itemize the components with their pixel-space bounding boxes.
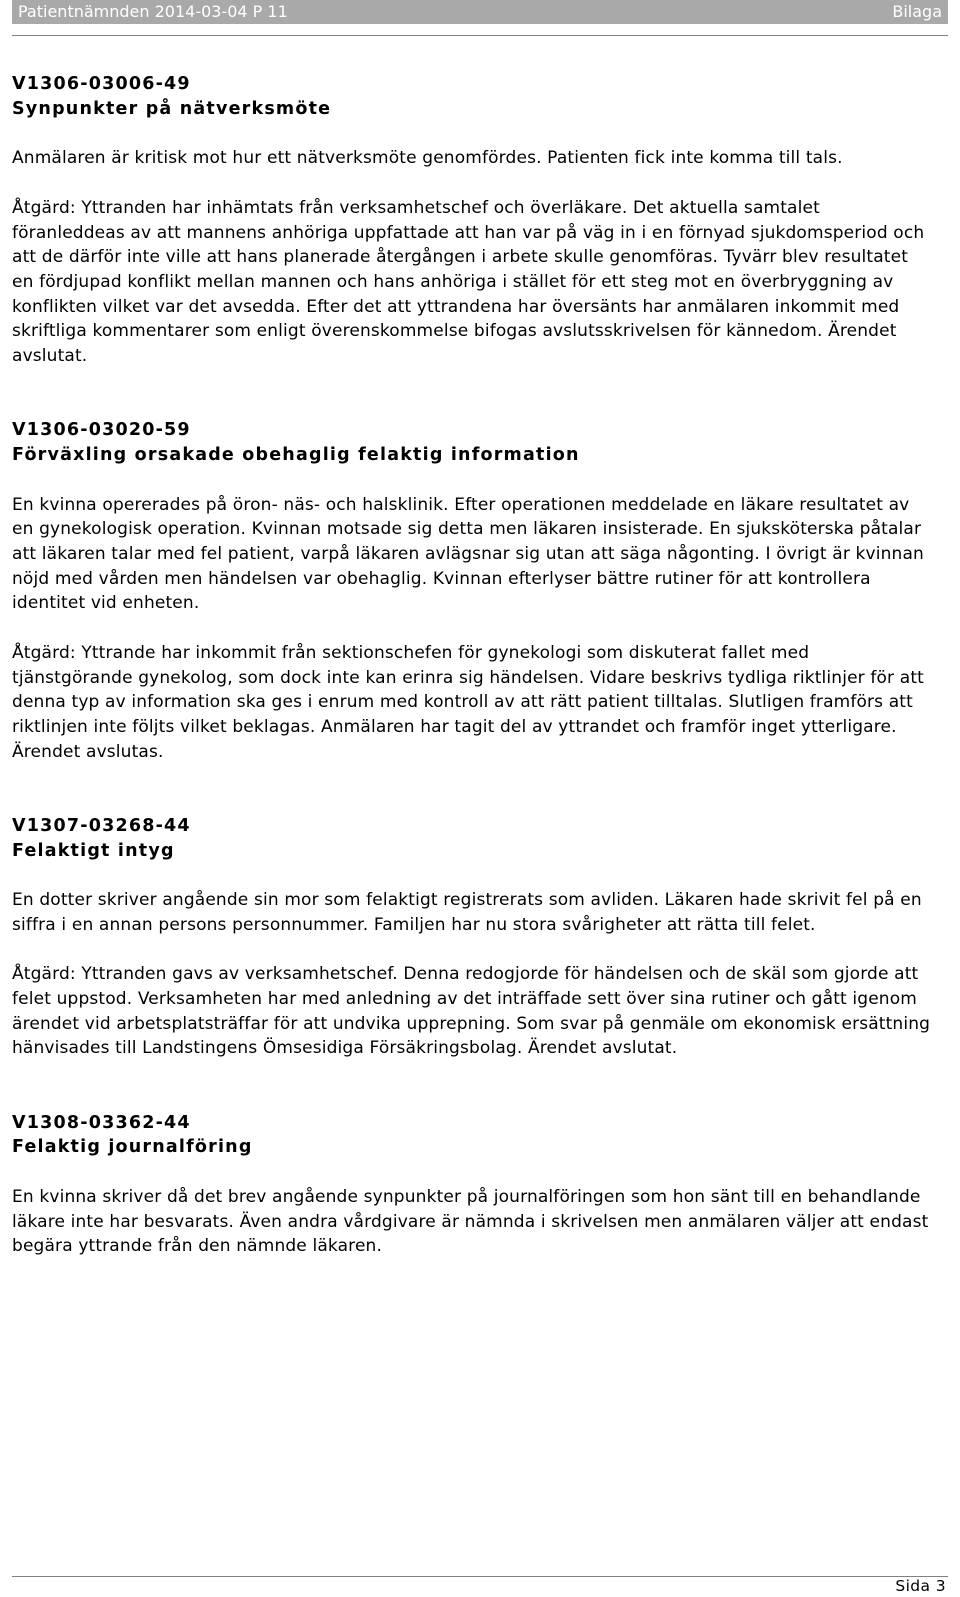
case-description: En kvinna opererades på öron- näs- och halsklinik. Efter operationen meddelade en läkare resultatet av en gynekologisk operation. Kvinnan motsade sig detta men läkaren insisterade. En sjuksköterska påtalar att läkaren talar med fel patient, varpå läkaren avlägsnar sig utan att säga någonting. I övrigt är kvinnan nöjd med vården men händelsen var obehaglig. Kvinnan efterlyser bättre rutiner för att kontrollera identitet vid enheten. [12,494,924,614]
case-id: V1308-03362-44 [12,1112,191,1133]
case-title: Förväxling orsakade obehaglig felaktig information [12,444,580,465]
case-entry [12,72,932,369]
page-header [12,0,948,24]
case-description: En kvinna skriver då det brev angående synpunkter på journalföringen som hon sänt till en behandlande läkare inte har besvarats. Även andra vårdgivare är nämnda i skrivelsen men anmälaren väljer att endast begära yttrande från den nämnde läkaren. [12,1187,929,1257]
case-action: Åtgärd: Yttrande har inkommit från sektionschefen för gynekologi som diskuterat fallet med tjänstgörande gynekolog, som dock inte kan erinra sig händelsen. Vidare beskrivs tydliga riktlinjer för att denna typ av information ska ges i enrum med kontroll av att rätt patient tilltalas. Slutligen framförs att riktlinjen inte följts vilket beklagas. Anmälaren har tagit del av yttrandet och framför inget ytterligare. Ärendet avslutas. [12,642,924,762]
case-title: Synpunkter på nätverksmöte [12,98,332,119]
case-title: Felaktigt intyg [12,840,175,861]
page-number: Sida 3 [895,1577,946,1595]
case-id: V1306-03020-59 [12,420,191,441]
case-entry [12,1111,932,1260]
footer-rule [12,1576,948,1577]
case-entry [12,418,932,764]
header-attachment-label: Bilaga [892,2,942,21]
case-id: V1307-03268-44 [12,815,191,836]
case-id: V1306-03006-49 [12,74,191,94]
case-description: En dotter skriver angående sin mor som felaktigt registrerats som avliden. Läkaren hade skrivit fel på en siffra i en annan persons personnummer. Familjen har nu stora svårigheter att rätta till felet. [12,890,922,935]
document-body [12,72,932,1259]
header-rule [12,35,948,36]
case-entry [12,814,932,1061]
case-description: Anmälaren är kritisk mot hur ett nätverksmöte genomfördes. Patienten fick inte komma till tals. [12,148,843,169]
case-title: Felaktig journalföring [12,1137,253,1158]
header-document-title: Patientnämnden 2014-03-04 P 11 [18,2,288,21]
case-action: Åtgärd: Yttranden gavs av verksamhetschef. Denna redogjorde för händelsen och de skäl som gjorde att felet uppstod. Verksamheten har med anledning av det inträffade sett över sina rutiner och gått igenom ärendet vid arbetsplatsträffar för att undvika upprepning. Som svar på genmäle om ekonomisk ersättning hänvisades till Landstingens Ömsesidiga Försäkringsbolag. Ärendet avslutat. [12,964,931,1059]
case-action: Åtgärd: Yttranden har inhämtats från verksamhetschef och överläkare. Det aktuella samtalet föranleddeas av att mannens anhöriga uppfattade att han var på väg in i en förnyad sjukdomsperiod och att de därför inte ville att hans planerade återgången i arbete skulle genomföras. Tyvärr blev resultatet en fördjupad konflikt mellan mannen och hans anhöriga i stället för ett steg mot en överbryggning av konflikten vilket var det avsedda. Efter det att yttrandena har översänts har anmälaren inkommit med skriftliga kommentarer som enligt överenskommelse bifogas avslutsskrivelsen för kännedom. Ärendet avslutat. [12,197,925,367]
